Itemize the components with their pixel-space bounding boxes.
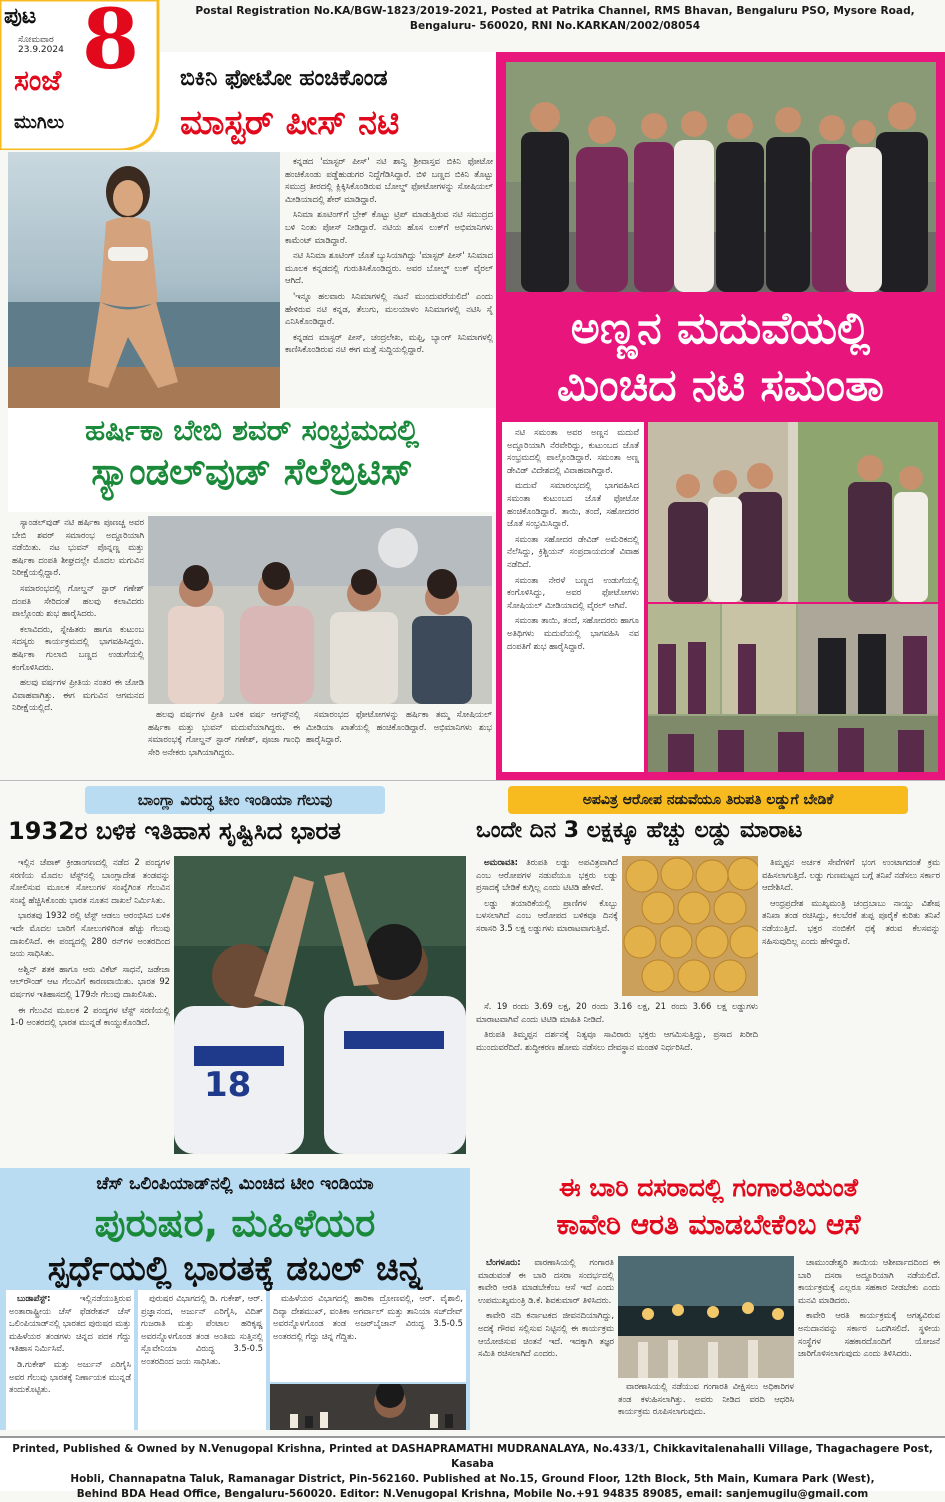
article-bikini-body: ಕನ್ನಡದ 'ಮಾಸ್ಟರ್ ಪೀಸ್' ನಟಿ ಶಾನ್ವಿ ಶ್ರೀವಾಸ್ತವ ಬಿಕಿನಿ ಫೋಟೋ ಹಂಚಿಕೊಂಡು ಪಡ್ಡೆಹುಡುಗರ ನಿದ್ದೆಗೆಡಿಸಿದ್ದಾರೆ. ಬಿಳಿ ಬಣ್ಣದ ಬಿಕಿನಿ ತೊಟ್ಟು ಸಮುದ್ರ ತೀರದಲ್ಲಿ ಕ್ಲಿಕ್ಕಿಸಿಕೊಂಡಿರುವ ಬೋಲ್ಡ್ ಫೋಟೋಗಳನ್ನು ಸೋಷಿಯಲ್ ಮೀಡಿಯಾದಲ್ಲಿ ಶೇರ್ ಮಾಡಿದ್ದಾರೆ. ಸಿನಿಮಾ ಶೂಟಿಂಗ್‌ಗೆ ಬ್ರೇಕ್ ಕೊಟ್ಟು ಟ್ರಿಪ್ ಮಾಡುತ್ತಿರುವ ನಟಿ ಸಮುದ್ರದ ಬಳಿ ನಿಂತು ಪೋಸ್ ನೀಡಿದ್ದಾರೆ. ನಟಿಯ ಹೊಸ ಲುಕ್‌ಗೆ ಅಭಿಮಾನಿಗಳು ಕಾಮೆಂಟ್ ಮಾಡಿದ್ದಾರೆ. ನಟಿ ಸಿನಿಮಾ ಶೂಟಿಂಗ್ ಜೊತೆ ಬ್ಯುಸಿಯಾಗಿದ್ದು 'ಮಾಸ್ಟರ್ ಪೀಸ್' ಸಿನಿಮಾದ ಮೂಲಕ ಕನ್ನಡದಲ್ಲಿ ಗುರುತಿಸಿಕೊಂಡಿದ್ದರು. ಅವರ ಬೋಲ್ಡ್ ಲುಕ್ ವೈರಲ್ ಆಗಿದೆ. 'ಇನ್ನೂ ಹಲವಾರು ಸಿನಿಮಾಗಳಲ್ಲಿ ನಟನೆ ಮುಂದುವರೆಯಲಿದೆ' ಎಂದು ಹೇಳಿರುವ ನಟಿ ಕನ್ನಡ, ತೆಲುಗು, ಮಲಯಾಳಂ ಸಿನಿಮಾಗಳಲ್ಲಿ ನಟಿಸಿ ಸೈ ಎನಿಸಿಕೊಂಡಿದ್ದಾರೆ. ಕನ್ನಡದ ಮಾಸ್ಟರ್ ಪೀಸ್, ಚಂದ್ರಲೇಖ, ಮಫ್ತಿ, ಬ್ಯಾಂಗ್ ಸಿನಿಮಾಗಳಲ್ಲಿ ಕಾಣಿಸಿಕೊಂಡಿರುವ ನಟಿ ಈಗ ಮತ್ತೆ ಸುದ್ದಿಯಲ್ಲಿದ್ದಾರೆ.: [285, 156, 493, 355]
article-chess-kicker: ಚೆಸ್ ಒಲಿಂಪಿಯಾಡ್‌ನಲ್ಲಿ ಮಿಂಚಿದ ಟೀಂ ಇಂಡಿಯಾ: [96, 1174, 374, 1194]
article-chess-body-right: ಮಹಿಳೆಯರ ವಿಭಾಗದಲ್ಲಿ ಹಾರಿಕಾ ದ್ರೋಣವಲ್ಲಿ, ಆರ್. ವೈಶಾಲಿ, ದಿವ್ಯಾ ದೇಶಮುಖ್, ವಂತಿಕಾ ಅಗರ್ವಾಲ್ ಮತ್ತು ತಾನಿಯಾ ಸಚ್‌ದೇವ್ ಅವರನ್ನೊಳಗೊಂಡ ತಂಡ ಅಜರ್‌ಬೈಜಾನ್ ವಿರುದ್ಧ 3.5-0.5 ಅಂತರದಲ್ಲಿ ಗೆದ್ದು ಚಿನ್ನ ಗೆದ್ದಿತು.: [270, 1290, 466, 1382]
page-label: ಪುಟ: [4, 4, 37, 29]
article-laddu-body-left: ಅಮರಾವತಿ: ತಿರುಪತಿ ಲಡ್ಡು ಅಪವಿತ್ರವಾಗಿದೆ ಎಂಬ ಆರೋಪಗಳ ನಡುವೆಯೂ ಭಕ್ತರು ಲಡ್ಡು ಪ್ರಸಾದಕ್ಕೆ ಬೇಡಿಕೆ ಕುಗ್ಗಿಲ್ಲ ಎಂದು ಟಿಟಿಡಿ ಹೇಳಿದೆ. ಲಡ್ಡು ತಯಾರಿಕೆಯಲ್ಲಿ ಪ್ರಾಣಿಗಳ ಕೊಬ್ಬು ಬಳಸಲಾಗಿದೆ ಎಂಬ ಆರೋಪದ ಬಳಿಕವೂ ದಿನಕ್ಕೆ ಸರಾಸರಿ 3.5 ಲಕ್ಷ ಲಡ್ಡುಗಳು ಮಾರಾಟವಾಗುತ್ತಿವೆ.: [476, 857, 618, 933]
article-cricket-kicker: ಬಾಂಗ್ಲಾ ವಿರುದ್ಧ ಟೀಂ ಇಂಡಿಯಾ ಗೆಲುವು: [85, 786, 385, 814]
article-cricket-body: ಇಲ್ಲಿನ ಚೆಪಾಕ್ ಕ್ರೀಡಾಂಗಣದಲ್ಲಿ ನಡೆದ 2 ಪಂದ್ಯಗಳ ಸರಣಿಯ ಮೊದಲ ಟೆಸ್ಟ್‌ನಲ್ಲಿ ಬಾಂಗ್ಲಾದೇಶ ತಂಡವನ್ನು ಸೋಲಿಸುವ ಮೂಲಕ ಸೋಲುಗಳ ಸಂಖ್ಯೆಗಿಂತ ಗೆಲುವಿನ ಸಂಖ್ಯೆ ಹೆಚ್ಚಿಸಿಕೊಂಡು ಭಾರತ ನೂತನ ದಾಖಲೆ ನಿರ್ಮಿಸಿತು. ಭಾರತವು 1932 ರಲ್ಲಿ ಟೆಸ್ಟ್ ಆಡಲು ಆರಂಭಿಸಿದ ಬಳಿಕ ಇದೇ ಮೊದಲ ಬಾರಿಗೆ ಸೋಲುಗಳಿಗಿಂತ ಹೆಚ್ಚು ಗೆಲುವು ದಾಖಲಿಸಿದೆ. ಈ ಪಂದ್ಯದಲ್ಲಿ 280 ರನ್‌ಗಳ ಅಂತರದಿಂದ ಜಯ ಸಾಧಿಸಿತು. ಅಶ್ವಿನ್ ಶತಕ ಹಾಗೂ ಆರು ವಿಕೆಟ್ ಸಾಧನೆ, ಜಡೇಜಾ ಆಲ್‌ರೌಂಡ್ ಆಟ ಗೆಲುವಿಗೆ ಕಾರಣವಾಯಿತು. ಭಾರತ 92 ವರ್ಷಗಳ ಇತಿಹಾಸದಲ್ಲಿ 179ನೇ ಗೆಲುವು ದಾಖಲಿಸಿತು. ಈ ಗೆಲುವಿನ ಮೂಲಕ 2 ಪಂದ್ಯಗಳ ಟೆಸ್ಟ್ ಸರಣಿಯಲ್ಲಿ 1-0 ಅಂತರದಲ್ಲಿ ಭಾರತ ಮುನ್ನಡೆ ಕಾಯ್ದುಕೊಂಡಿದೆ.: [10, 857, 170, 1028]
photo-actress-bikini: [8, 152, 280, 408]
photo-tirupati-laddu-image: [622, 856, 758, 996]
article-laddu-kicker: ಅಪವಿತ್ರ ಆರೋಪ ನಡುವೆಯೂ ತಿರುಪತಿ ಲಡ್ಡುಗೆ ಬೇಡಿಕೆ: [508, 786, 908, 814]
photo-cricket-celebration-image: [174, 856, 466, 1154]
article-samantha-headline-line1: ಅಣ್ಣನ ಮದುವೆಯಲ್ಲಿ: [570, 303, 871, 354]
masthead-title-bottom: ಮುಗಿಲು: [14, 112, 65, 133]
article-laddu-headline: ಒಂದೇ ದಿನ 3 ಲಕ್ಷಕ್ಕೂ ಹೆಚ್ಚು ಲಡ್ಡು ಮಾರಾಟ: [476, 818, 803, 843]
article-harshika-headline-line2: ಸ್ಯಾಂಡಲ್‌ವುಡ್ ಸೆಲೆಬ್ರಿಟಿಸ್: [91, 450, 413, 494]
article-bikini-headline-block: [160, 52, 496, 152]
photo-cauvery-aarti-image: [618, 1256, 794, 1378]
photo-harshika-baby-shower-image: [148, 516, 492, 704]
section-divider: [0, 780, 945, 781]
article-chess-headline-line1: ಪುರುಷರ, ಮಹಿಳೆಯರ: [94, 1201, 376, 1245]
article-cauvery-body-right: ಚಾಮುಂಡೇಶ್ವರಿ ತಾಯಿಯ ಆಶೀರ್ವಾದದಿಂದ ಈ ಬಾರಿ ದಸರಾ ಅದ್ದೂರಿಯಾಗಿ ನಡೆಯಲಿದೆ. ಕಾರ್ಯಕ್ರಮಕ್ಕೆ ಎಲ್ಲರೂ ಸಹಕಾರ ನೀಡಬೇಕು ಎಂದು ಮನವಿ ಮಾಡಿದರು. ಕಾವೇರಿ ಆರತಿ ಕಾರ್ಯಕ್ರಮಕ್ಕೆ ಅಗತ್ಯವಿರುವ ಅನುದಾನವನ್ನು ಸರ್ಕಾರ ಒದಗಿಸಲಿದೆ. ಸ್ಥಳೀಯ ಸಂಸ್ಥೆಗಳ ಸಹಕಾರದೊಂದಿಗೆ ಯೋಜನೆ ಜಾರಿಗೊಳಿಸಲಾಗುವುದು ಎಂದು ತಿಳಿಸಿದರು.: [798, 1257, 940, 1359]
photo-chess-player: [270, 1384, 466, 1430]
masthead: [0, 0, 160, 150]
article-cauvery-headline-line2: ಕಾವೇರಿ ಆರತಿ ಮಾಡಬೇಕೆಂಬ ಆಸೆ: [556, 1207, 861, 1241]
photo-samantha-family: [506, 62, 936, 292]
photo-samantha-group-2-image: [648, 604, 938, 772]
imprint-footer: Printed, Published & Owned by N.Venugopal Krishna, Printed at DASHAPRAMATHI MUDRANALAYA, No.433/1, Chikkavitalenahalli Village, Thagachagere Post, Kasaba Hobli, Channapatna Taluk, Ramanagar District, Pin-562160. Published at No.15, Ground Floor, 12th Block, 5th Main, Kumara Park (West), Behind BDA Head Office, Bengaluru-560020. Editor: N.Venugopal Krishna, Mobile No.+91 94835 89085, email: sanjemugilu@gmail.com: [0, 1436, 945, 1491]
photo-cauvery-aarti: [618, 1256, 794, 1378]
article-cauvery-headline-block: [472, 1168, 945, 1254]
photo-samantha-group-2: [648, 604, 938, 772]
article-bikini-headline-line1: ಬಿಕಿನಿ ಫೋಟೋ ಹಂಚಿಕೊಂಡ: [180, 66, 388, 91]
article-chess-headline-line2: ಸ್ಪರ್ಧೆಯಲ್ಲಿ ಭಾರತಕ್ಕೆ ಡಬಲ್ ಚಿನ್ನ: [47, 1249, 423, 1289]
article-samantha: [496, 52, 945, 780]
article-cauvery-body-left: ಬೆಂಗಳೂರು: ವಾರಣಾಸಿಯಲ್ಲಿ ಗಂಗಾರತಿ ಮಾಡುವಂತೆ ಈ ಬಾರಿ ದಸರಾ ಸಂದರ್ಭದಲ್ಲಿ ಕಾವೇರಿ ಆರತಿ ಮಾಡಬೇಕೆಂಬ ಆಸೆ ಇದೆ ಎಂದು ಉಪಮುಖ್ಯಮಂತ್ರಿ ಡಿ.ಕೆ. ಶಿವಕುಮಾರ್ ತಿಳಿಸಿದರು. ಕಾವೇರಿ ನದಿ ಕರ್ನಾಟಕದ ಜೀವನದಿಯಾಗಿದ್ದು, ಅದಕ್ಕೆ ಗೌರವ ಸಲ್ಲಿಸುವ ನಿಟ್ಟಿನಲ್ಲಿ ಈ ಕಾರ್ಯಕ್ರಮ ಆಯೋಜಿಸುವ ಚಿಂತನೆ ಇದೆ. ಇದಕ್ಕಾಗಿ ತಜ್ಞರ ಸಮಿತಿ ರಚಿಸಲಾಗಿದೆ ಎಂದರು.: [478, 1257, 614, 1359]
article-cauvery-headline-line1: ಈ ಬಾರಿ ದಸರಾದಲ್ಲಿ ಗಂಗಾರತಿಯಂತೆ: [559, 1173, 858, 1202]
article-laddu-body-bottom: ಸೆ. 19 ರಂದು 3.69 ಲಕ್ಷ, 20 ರಂದು 3.16 ಲಕ್ಷ, 21 ರಂದು 3.66 ಲಕ್ಷ ಲಡ್ಡುಗಳು ಮಾರಾಟವಾಗಿವೆ ಎಂದು ಟಿಟಿಡಿ ಮಾಹಿತಿ ನೀಡಿದೆ. ತಿರುಪತಿ ತಿಮ್ಮಪ್ಪನ ದರ್ಶನಕ್ಕೆ ನಿತ್ಯವೂ ಸಾವಿರಾರು ಭಕ್ತರು ಆಗಮಿಸುತ್ತಿದ್ದು, ಪ್ರಸಾದ ಖರೀದಿ ಮುಂದುವರೆದಿದೆ. ಶುದ್ಧೀಕರಣ ಹೋಮ ನಡೆಸಲು ದೇವಸ್ಥಾನ ಮಂಡಳಿ ನಿರ್ಧರಿಸಿದೆ.: [476, 1001, 758, 1052]
article-samantha-headline-block: [496, 292, 945, 424]
article-harshika-headline-line1: ಹರ್ಷಿಕಾ ಬೇಬಿ ಶವರ್ ಸಂಭ್ರಮದಲ್ಲಿ: [84, 413, 420, 447]
article-chess-body-left: ಬುಡಾಪೆಸ್ಟ್: ಇಲ್ಲಿನಡೆಯುತ್ತಿರುವ ಅಂತಾರಾಷ್ಟ್ರೀಯ ಚೆಸ್ ಫೆಡರೇಶನ್ ಚೆಸ್ ಒಲಿಂಪಿಯಾಡ್‌ನಲ್ಲಿ ಭಾರತದ ಪುರುಷರ ಮತ್ತು ಮಹಿಳೆಯರ ತಂಡಗಳು ಚಿನ್ನದ ಪದಕ ಗೆದ್ದು ಇತಿಹಾಸ ನಿರ್ಮಿಸಿವೆ. ಡಿ.ಗುಕೇಶ್ ಮತ್ತು ಅರ್ಜುನ್ ಎರಿಗೈಸಿ ಅವರ ಗೆಲುವು ಭಾರತಕ್ಕೆ ನಿರ್ಣಾಯಕ ಮುನ್ನಡೆ ತಂದುಕೊಟ್ಟಿತು.: [6, 1290, 134, 1430]
postal-registration: Postal Registration No.KA/BGW-1823/2019-2021, Posted at Patrika Channel, RMS Bhavan, Bengaluru PSO, Mysore Road, Bengaluru- 560020, RNI No.KARKAN/2002/08054: [195, 5, 915, 32]
article-laddu-body-right: ತಿಮ್ಮಪ್ಪನ ಅರ್ಚಕ ಸೇವೆಗಳಿಗೆ ಭಂಗ ಉಂಟಾಗದಂತೆ ಕ್ರಮ ವಹಿಸಲಾಗುತ್ತಿದೆ. ಲಡ್ಡು ಗುಣಮಟ್ಟದ ಬಗ್ಗೆ ತನಿಖೆ ನಡೆಸಲು ಸರ್ಕಾರ ಆದೇಶಿಸಿದೆ. ಆಂಧ್ರಪ್ರದೇಶ ಮುಖ್ಯಮಂತ್ರಿ ಚಂದ್ರಬಾಬು ನಾಯ್ಡು ವಿಶೇಷ ತನಿಖಾ ತಂಡ ರಚಿಸಿದ್ದು, ಕಲಬೆರಕೆ ತುಪ್ಪ ಪೂರೈಕೆ ಕುರಿತು ತನಿಖೆ ನಡೆಯುತ್ತಿದೆ. ಭಕ್ತರ ನಂಬಿಕೆಗೆ ಧಕ್ಕೆ ತರುವ ಕೆಲಸವನ್ನು ಸಹಿಸುವುದಿಲ್ಲ ಎಂದು ಹೇಳಿದ್ದಾರೆ.: [762, 857, 940, 946]
svg-text:18: 18: [204, 1065, 252, 1105]
article-harshika-body-left: ಸ್ಯಾಂಡಲ್‌ವುಡ್ ನಟಿ ಹರ್ಷಿಕಾ ಪೂಣಚ್ಚ ಅವರ ಬೇಬಿ ಶವರ್ ಸಮಾರಂಭ ಅದ್ದೂರಿಯಾಗಿ ನಡೆಯಿತು. ನಟ ಭುವನ್ ಪೊನ್ನಣ್ಣ ಮತ್ತು ಹರ್ಷಿಕಾ ದಂಪತಿ ಶೀಘ್ರದಲ್ಲೇ ಮೊದಲ ಮಗುವಿನ ನಿರೀಕ್ಷೆಯಲ್ಲಿದ್ದಾರೆ. ಸಮಾರಂಭದಲ್ಲಿ ಗೋಲ್ಡನ್ ಸ್ಟಾರ್ ಗಣೇಶ್ ದಂಪತಿ ಸೇರಿದಂತೆ ಹಲವು ಕಲಾವಿದರು ಪಾಲ್ಗೊಂಡು ಶುಭ ಹಾರೈಸಿದರು. ಕಲಾವಿದರು, ಸ್ನೇಹಿತರು ಹಾಗೂ ಕುಟುಂಬ ಸದಸ್ಯರು ಕಾರ್ಯಕ್ರಮದಲ್ಲಿ ಭಾಗವಹಿಸಿದ್ದರು. ಹರ್ಷಿಕಾ ಗುಲಾಬಿ ಬಣ್ಣದ ಉಡುಗೆಯಲ್ಲಿ ಕಂಗೊಳಿಸಿದರು. ಹಲವು ವರ್ಷಗಳ ಪ್ರೀತಿಯ ನಂತರ ಈ ಜೋಡಿ ವಿವಾಹವಾಗಿತ್ತು. ಈಗ ಮಗುವಿನ ಆಗಮನದ ನಿರೀಕ್ಷೆಯಲ್ಲಿದೆ.: [12, 517, 144, 713]
photo-samantha-group-1: [648, 422, 938, 602]
photo-harshika-baby-shower: [148, 516, 492, 704]
page-number: 8: [82, 0, 140, 88]
photo-chess-player-image: [270, 1384, 466, 1430]
article-samantha-headline-line2: ಮಿಂಚಿದ ನಟಿ ಸಮಂತಾ: [557, 359, 884, 411]
article-bikini-headline-line2: ಮಾಸ್ಟರ್ ಪೀಸ್ ನಟಿ: [180, 103, 400, 143]
article-samantha-body: ನಟಿ ಸಮಂತಾ ಅವರ ಅಣ್ಣನ ಮದುವೆ ಅದ್ದೂರಿಯಾಗಿ ನೆರವೇರಿದ್ದು, ಕುಟುಂಬದ ಜೊತೆ ಸಂಭ್ರಮದಲ್ಲಿ ಪಾಲ್ಗೊಂಡಿದ್ದಾರೆ. ಸಮಂತಾ ಅಣ್ಣ ಡೇವಿಡ್ ವಿದೇಶದಲ್ಲಿ ವಿವಾಹವಾಗಿದ್ದಾರೆ. ಮದುವೆ ಸಮಾರಂಭದಲ್ಲಿ ಭಾಗವಹಿಸಿದ ಸಮಂತಾ ಕುಟುಂಬದ ಜೊತೆ ಫೋಟೋ ಹಂಚಿಕೊಂಡಿದ್ದಾರೆ. ತಾಯಿ, ತಂದೆ, ಸಹೋದರರ ಜೊತೆ ಸಂಭ್ರಮಿಸಿದ್ದಾರೆ. ಸಮಂತಾ ಸಹೋದರ ಡೇವಿಡ್ ಅಮೆರಿಕದಲ್ಲಿ ನೆಲೆಸಿದ್ದು, ಕ್ರಿಶ್ಚಿಯನ್ ಸಂಪ್ರದಾಯದಂತೆ ವಿವಾಹ ನಡೆದಿದೆ. ಸಮಂತಾ ನೇರಳೆ ಬಣ್ಣದ ಉಡುಗೆಯಲ್ಲಿ ಕಂಗೊಳಿಸಿದ್ದು, ಅವರ ಫೋಟೋಗಳು ಸೋಷಿಯಲ್ ಮೀಡಿಯಾದಲ್ಲಿ ವೈರಲ್ ಆಗಿವೆ. ಸಮಂತಾ ತಾಯಿ, ತಂದೆ, ಸಹೋದರರು ಹಾಗೂ ಅತಿಥಿಗಳು ಮದುವೆಯಲ್ಲಿ ಭಾಗವಹಿಸಿ ನವ ದಂಪತಿಗೆ ಶುಭ ಹಾರೈಸಿದ್ದಾರೆ.: [502, 422, 644, 772]
photo-cricket-celebration: [174, 856, 466, 1154]
article-cauvery-body-mid: ವಾರಣಾಸಿಯಲ್ಲಿ ನಡೆಯುವ ಗಂಗಾರತಿ ವೀಕ್ಷಿಸಲು ಅಧಿಕಾರಿಗಳ ತಂಡ ಕಳುಹಿಸಲಾಗಿತ್ತು. ಅವರು ನೀಡಿದ ವರದಿ ಆಧರಿಸಿ ಕಾರ್ಯಕ್ರಮ ರೂಪಿಸಲಾಗುವುದು.: [618, 1381, 794, 1417]
article-harshika-body-mid: ಹಲವು ವರ್ಷಗಳ ಪ್ರೀತಿ ಬಳಿಕ ವರ್ಷ ಆಗಸ್ಟ್‌ನಲ್ಲಿ ಹರ್ಷಿಕಾ ಮತ್ತು ಭುವನ್ ಮದುವೆಯಾಗಿದ್ದರು. ಈ ಸಮಾರಂಭಕ್ಕೆ ಗೋಲ್ಡನ್ ಸ್ಟಾರ್ ಗಣೇಶ್, ಪೂಜಾ ಗಾಂಧಿ ಸೇರಿ ಅನೇಕರು ಭಾಗಿಯಾಗಿದ್ದರು.: [148, 709, 300, 757]
article-harshika-body-right: ಸಮಾರಂಭದ ಫೋಟೋಗಳನ್ನು ಹರ್ಷಿಕಾ ತಮ್ಮ ಸೋಷಿಯಲ್ ಮೀಡಿಯಾ ಖಾತೆಯಲ್ಲಿ ಹಂಚಿಕೊಂಡಿದ್ದಾರೆ. ಅಭಿಮಾನಿಗಳು ಶುಭ ಹಾರೈಸಿದ್ದಾರೆ.: [306, 709, 492, 745]
photo-tirupati-laddu: [622, 856, 758, 996]
photo-samantha-family-image: [506, 62, 936, 292]
article-harshika-headline-block: [8, 408, 496, 512]
photo-actress-bikini-image: [8, 152, 280, 408]
issue-date: ಸೋಮವಾರ 23.9.2024: [18, 35, 64, 55]
article-cauvery-body-extra: [478, 1432, 479, 1433]
article-cricket-headline: 1932ರ ಬಳಿಕ ಇತಿಹಾಸ ಸೃಷ್ಟಿಸಿದ ಭಾರತ: [8, 817, 341, 845]
masthead-title-top: ಸಂಜೆ: [14, 64, 62, 97]
photo-samantha-group-1-image: [648, 422, 938, 602]
article-chess-body-mid: ಪುರುಷರ ವಿಭಾಗದಲ್ಲಿ ಡಿ. ಗುಕೇಶ್, ಆರ್. ಪ್ರಜ್ಞಾನಂದ, ಅರ್ಜುನ್ ಎರಿಗೈಸಿ, ವಿದಿತ್ ಗುಜರಾತಿ ಮತ್ತು ಪೆಂಟಾಲ ಹರಿಕೃಷ್ಣ ಅವರನ್ನೊಳಗೊಂಡ ತಂಡ ಅಂತಿಮ ಸುತ್ತಿನಲ್ಲಿ ಸ್ಲೊವೇನಿಯಾ ವಿರುದ್ಧ 3.5-0.5 ಅಂತರದಿಂದ ಜಯ ಸಾಧಿಸಿತು.: [138, 1290, 266, 1430]
